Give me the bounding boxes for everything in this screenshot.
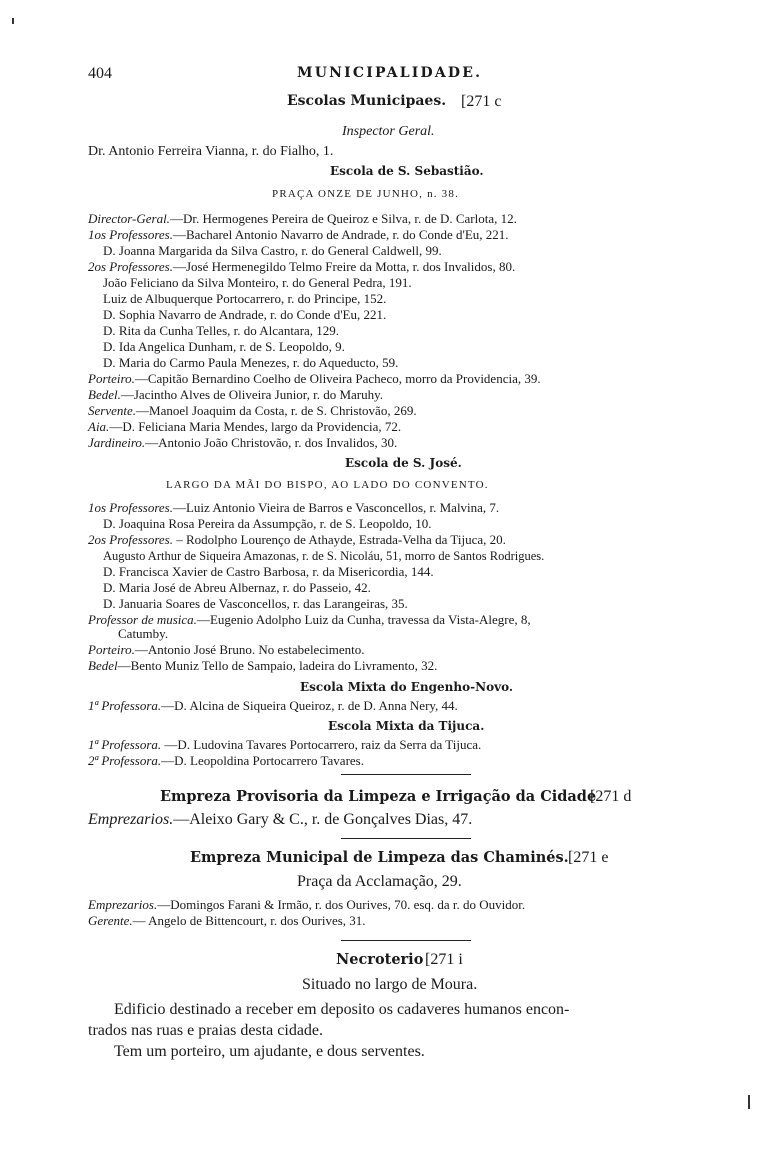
staff-line: Porteiro.—Antonio José Bruno. No estabelecimento. bbox=[88, 642, 365, 657]
section-ref-chamines: [271 e bbox=[568, 849, 609, 866]
section-ref-necroterio: [271 i bbox=[425, 951, 463, 968]
staff-line: D. Maria do Carmo Paula Menezes, r. do Aqueducto, 59. bbox=[103, 355, 399, 370]
staff-line: João Feliciano da Silva Monteiro, r. do General Pedra, 191. bbox=[103, 275, 412, 290]
staff-line: Porteiro.—Capitão Bernardino Coelho de Oliveira Pacheco, morro da Providencia, 39. bbox=[88, 371, 541, 386]
section-title-escolas: Escolas Municipaes. bbox=[287, 93, 447, 109]
staff-line: 2os Professores.—José Hermenegildo Telmo Freire da Motta, r. dos Invalidos, 80. bbox=[88, 259, 516, 274]
staff-line: 1ª Professora.—D. Alcina de Siqueira Queiroz, r. de D. Anna Nery, 44. bbox=[88, 698, 458, 713]
school-address-sebastiao: PRAÇA ONZE DE JUNHO, n. 38. bbox=[272, 188, 460, 200]
school-title-engenho: Escola Mixta do Engenho-Novo. bbox=[300, 680, 514, 694]
school-address-jose: LARGO DA MÃI DO BISPO, AO LADO DO CONVENTO. bbox=[166, 479, 489, 491]
section-divider bbox=[341, 838, 471, 839]
necroterio-address: Situado no largo de Moura. bbox=[302, 976, 478, 993]
staff-line: Catumby. bbox=[118, 626, 169, 641]
necroterio-paragraph-line: trados nas ruas e praias desta cidade. bbox=[88, 1022, 324, 1039]
staff-line: Professor de musica.—Eugenio Adolpho Luiz da Cunha, travessa da Vista-Alegre, 8, bbox=[88, 612, 531, 627]
staff-line: Servente.—Manoel Joaquim da Costa, r. de S. Christovão, 269. bbox=[88, 403, 417, 418]
section-ref-limpeza: [271 d bbox=[590, 788, 632, 805]
staff-line: Jardineiro.—Antonio João Christovão, r. dos Invalidos, 30. bbox=[88, 435, 398, 450]
staff-line: D. Rita da Cunha Telles, r. do Alcantara, 129. bbox=[103, 323, 340, 338]
staff-line: Luiz de Albuquerque Portocarrero, r. do Principe, 152. bbox=[103, 291, 387, 306]
running-title: MUNICIPALIDADE. bbox=[297, 65, 483, 81]
limpeza-line: Emprezarios.—Aleixo Gary & C., r. de Gonçalves Dias, 47. bbox=[88, 811, 473, 828]
section-title-chamines: Empreza Municipal de Limpeza das Chaminés. bbox=[190, 849, 569, 866]
scan-mark bbox=[12, 18, 14, 24]
staff-line: D. Sophia Navarro de Andrade, r. do Conde d'Eu, 221. bbox=[103, 307, 387, 322]
staff-line: 1os Professores.—Bacharel Antonio Navarro de Andrade, r. do Conde d'Eu, 221. bbox=[88, 227, 509, 242]
school-title-jose: Escola de S. José. bbox=[345, 456, 462, 470]
inspector-label: Inspector Geral. bbox=[342, 124, 435, 139]
staff-line: D. Januaria Soares de Vasconcellos, r. das Larangeiras, 35. bbox=[103, 596, 408, 611]
scan-mark bbox=[748, 1095, 750, 1109]
section-ref-escolas: [271 c bbox=[461, 93, 502, 110]
chamines-line: Emprezarios.—Domingos Farani & Irmão, r. dos Ourives, 70. esq. da r. do Ouvidor. bbox=[88, 897, 526, 912]
necroterio-paragraph-line: Tem um porteiro, um ajudante, e dous serventes. bbox=[114, 1043, 425, 1060]
section-divider bbox=[341, 774, 471, 775]
chamines-address: Praça da Acclamação, 29. bbox=[297, 873, 462, 890]
staff-line: Augusto Arthur de Siqueira Amazonas, r. de S. Nicoláu, 51, morro de Santos Rodrigues. bbox=[103, 549, 545, 563]
staff-line: D. Francisca Xavier de Castro Barbosa, r. da Misericordia, 144. bbox=[103, 564, 434, 579]
staff-line: Director-Geral.—Dr. Hermogenes Pereira de Queiroz e Silva, r. de D. Carlota, 12. bbox=[88, 211, 517, 226]
staff-line: 2ª Professora.—D. Leopoldina Portocarrero Tavares. bbox=[88, 753, 364, 768]
school-title-sebastiao: Escola de S. Sebastião. bbox=[330, 164, 484, 178]
staff-line: D. Maria José de Abreu Albernaz, r. do Passeio, 42. bbox=[103, 580, 371, 595]
chamines-line: Gerente.— Angelo de Bittencourt, r. dos Ourives, 31. bbox=[88, 913, 366, 928]
staff-line: 1ª Professora. —D. Ludovina Tavares Portocarrero, raiz da Serra da Tijuca. bbox=[88, 737, 482, 752]
staff-line: D. Joanna Margarida da Silva Castro, r. do General Caldwell, 99. bbox=[103, 243, 442, 258]
necroterio-paragraph-line: Edificio destinado a receber em deposito os cadaveres humanos encon- bbox=[114, 1001, 570, 1018]
section-title-limpeza: Empreza Provisoria da Limpeza e Irrigação da Cidade bbox=[160, 788, 597, 805]
page-number: 404 bbox=[88, 65, 112, 82]
staff-line: 1os Professores.—Luiz Antonio Vieira de Barros e Vasconcellos, r. Malvina, 7. bbox=[88, 500, 500, 515]
staff-line: Aia.—D. Feliciana Maria Mendes, largo da Providencia, 72. bbox=[88, 419, 402, 434]
staff-line: Bedel—Bento Muniz Tello de Sampaio, ladeira do Livramento, 32. bbox=[88, 658, 438, 673]
section-divider bbox=[341, 940, 471, 941]
staff-line: D. Joaquina Rosa Pereira da Assumpção, r. de S. Leopoldo, 10. bbox=[103, 516, 432, 531]
staff-line: D. Ida Angelica Dunham, r. de S. Leopoldo, 9. bbox=[103, 339, 345, 354]
school-title-tijuca: Escola Mixta da Tijuca. bbox=[328, 719, 485, 733]
staff-line: Bedel.—Jacintho Alves de Oliveira Junior, r. do Maruhy. bbox=[88, 387, 384, 402]
staff-line: 2os Professores. – Rodolpho Lourenço de Athayde, Estrada-Velha da Tijuca, 20. bbox=[88, 532, 506, 547]
section-title-necroterio: Necroterio bbox=[336, 951, 424, 968]
inspector-entry: Dr. Antonio Ferreira Vianna, r. do Fialho, 1. bbox=[88, 144, 334, 159]
